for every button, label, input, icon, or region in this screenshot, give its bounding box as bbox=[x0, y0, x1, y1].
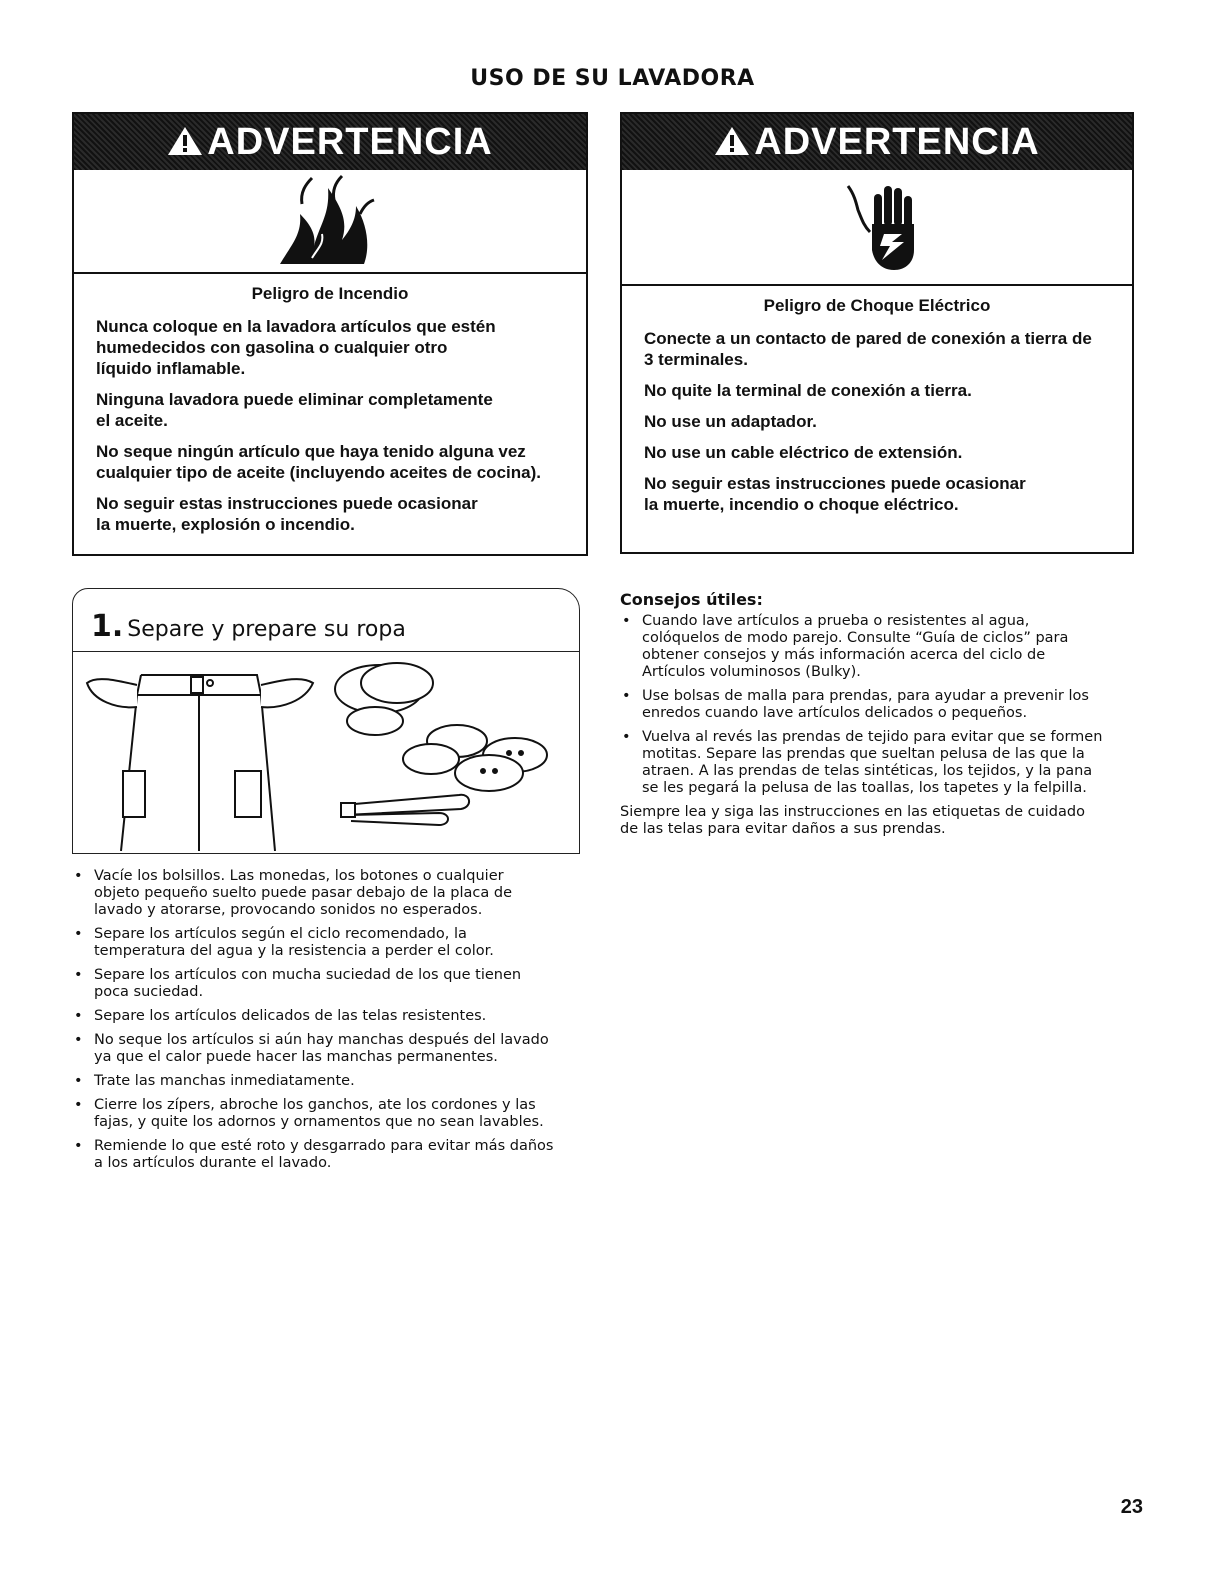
step-1-bullets bbox=[72, 868, 592, 1179]
divider bbox=[73, 651, 579, 652]
warning-paragraph: Nunca coloque en la lavadora artículos que estén humedecidos con gasolina o cualquier otro líquido inflamable. bbox=[96, 317, 496, 378]
tips-heading: Consejos útiles: bbox=[620, 590, 763, 609]
warning-header bbox=[74, 114, 586, 170]
safety-pins-icon bbox=[341, 795, 469, 825]
electric-shock-hand-icon bbox=[844, 176, 924, 276]
warning-paragraph: Conecte a un contacto de pared de conexión a tierra de 3 terminales. bbox=[644, 329, 1092, 369]
step-title-text: Separe y prepare su ropa bbox=[127, 617, 406, 642]
warning-paragraph: No seque ningún artículo que haya tenido alguna vez cualquier tipo de aceite (incluyendo aceites de cocina). bbox=[96, 442, 541, 482]
warning-paragraph: Ninguna lavadora puede eliminar completamente el aceite. bbox=[96, 390, 493, 430]
warning-paragraph: No use un cable eléctrico de extensión. bbox=[644, 443, 963, 462]
list-item: • Separe los artículos según el ciclo recomendado, la temperatura del agua y la resistencia a perder el color. bbox=[72, 926, 592, 960]
list-item: • Vacíe los bolsillos. Las monedas, los botones o cualquier objeto pequeño suelto puede pasar debajo de la placa de lavado y atorarse, provocando sonidos no esperados. bbox=[72, 868, 592, 919]
list-item: • Remiende lo que esté roto y desgarrado para evitar más daños a los artículos durante el lavado. bbox=[72, 1138, 592, 1172]
warning-triangle-icon bbox=[167, 126, 203, 156]
step-number: 1. bbox=[91, 609, 124, 644]
warning-paragraph: No seguir estas instrucciones puede ocasionar la muerte, incendio o choque eléctrico. bbox=[644, 474, 1026, 514]
warning-paragraph: No quite la terminal de conexión a tierra. bbox=[644, 381, 972, 400]
fire-icon bbox=[272, 174, 382, 270]
shock-warning-box bbox=[620, 112, 1134, 554]
warning-paragraph: No use un adaptador. bbox=[644, 412, 817, 431]
tips-section bbox=[620, 590, 1150, 838]
warning-subtitle: Peligro de Choque Eléctrico bbox=[763, 296, 991, 315]
list-item: • Separe los artículos delicados de las telas resistentes. bbox=[72, 1008, 592, 1025]
fire-warning-box bbox=[72, 112, 588, 556]
pants-icon bbox=[87, 675, 313, 851]
warning-subtitle: Peligro de Incendio bbox=[251, 284, 409, 303]
step-title bbox=[91, 609, 406, 644]
list-item: • Vuelva al revés las prendas de tejido para evitar que se formen motitas. Separe las prendas que sueltan pelusa de las que la atraen. A las prendas de telas sintéticas, los tejidos, y la pana se les pegará la pelusa de las toallas, los tapetes y la felpilla. bbox=[620, 729, 1150, 797]
warning-header-label: ADVERTENCIA bbox=[207, 121, 493, 163]
coins-icon bbox=[335, 663, 433, 735]
warning-header-label: ADVERTENCIA bbox=[754, 121, 1040, 163]
list-item: • Separe los artículos con mucha suciedad de los que tienen poca suciedad. bbox=[72, 967, 592, 1001]
page-title: USO DE SU LAVADORA bbox=[470, 66, 755, 91]
list-item: • Trate las manchas inmediatamente. bbox=[72, 1073, 592, 1090]
warning-triangle-icon bbox=[714, 126, 750, 156]
step-1-box bbox=[72, 588, 580, 854]
buttons-icon bbox=[403, 725, 547, 791]
fire-icon-area bbox=[74, 170, 586, 274]
list-item: • Use bolsas de malla para prendas, para ayudar a prevenir los enredos cuando lave artículos delicados o pequeños. bbox=[620, 688, 1150, 722]
laundry-illustration bbox=[79, 655, 569, 851]
list-item: • Cuando lave artículos a prueba o resistentes al agua, colóquelos de modo parejo. Consulte “Guía de ciclos” para obtener consejos y más información acerca del ciclo de Artículos voluminosos (Bulky). bbox=[620, 613, 1150, 681]
list-item: • Cierre los zípers, abroche los ganchos, ate los cordones y las fajas, y quite los adornos y ornamentos que no sean lavables. bbox=[72, 1097, 592, 1131]
page-number: 23 bbox=[1120, 1496, 1143, 1518]
list-item: • No seque los artículos si aún hay manchas después del lavado ya que el calor puede hacer las manchas permanentes. bbox=[72, 1032, 592, 1066]
warning-paragraph: No seguir estas instrucciones puede ocasionar la muerte, explosión o incendio. bbox=[96, 494, 478, 534]
shock-icon-area bbox=[622, 170, 1132, 286]
tips-closing: Siempre lea y siga las instrucciones en las etiquetas de cuidado de las telas para evitar daños a sus prendas. bbox=[620, 804, 1085, 837]
warning-header bbox=[622, 114, 1132, 170]
